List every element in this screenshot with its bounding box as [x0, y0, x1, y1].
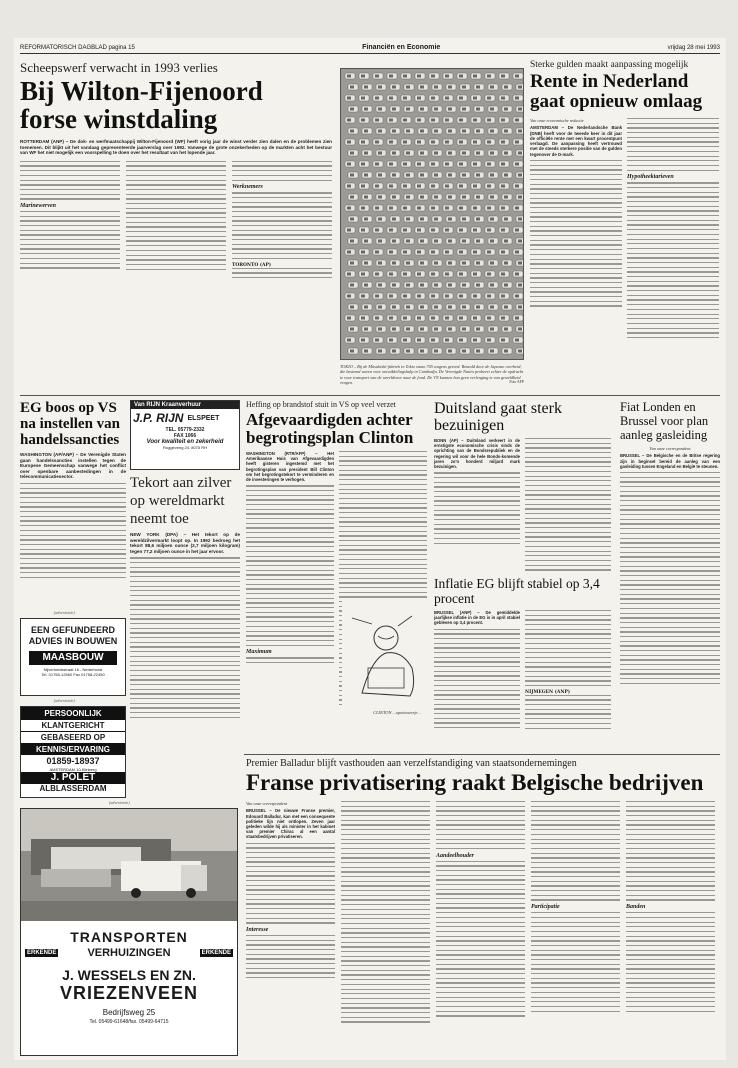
- vanrijn-addr: Roggeveng 24, 8075 RH: [162, 445, 208, 450]
- transport-label: TRANSPORTEN: [70, 929, 188, 945]
- erkende-left: ERKENDE: [27, 950, 57, 956]
- truck-photo: [21, 809, 238, 921]
- clinton-sub-maximum: Maximum: [246, 649, 272, 656]
- fiat-byline: Van onze correspondent: [649, 446, 691, 451]
- polet-city: ALBLASSERDAM: [39, 784, 107, 793]
- wilton-toronto: TORONTO (AP): [232, 262, 272, 268]
- polet-name: J. POLET: [21, 772, 125, 784]
- balladur-sub-participatie: Participatie: [531, 904, 560, 911]
- pers-line-1: PERSOONLIJK: [44, 709, 102, 718]
- article-tekort: [130, 474, 240, 790]
- pers-line-2: KLANTGERICHT: [21, 720, 125, 732]
- photo-tokio-cars: [340, 68, 524, 360]
- masthead-left: REFORMATORISCH DAGBLAD pagina 15: [20, 44, 135, 51]
- balladur-byline: Van onze correspondent: [246, 801, 288, 806]
- ad-wessels[interactable]: [20, 808, 238, 1056]
- balladur-sub-banden: Banden: [626, 904, 646, 911]
- article-balladur: [246, 758, 720, 1058]
- vanrijn-logo: J.P. RIJN: [133, 411, 184, 425]
- article-fiat: [620, 400, 720, 752]
- wilton-kicker: Scheepswerf verwacht in 1993 verlies: [20, 60, 218, 75]
- maasbouw-tagline: EEN GEFUNDEERD ADVIES IN BOUWEN: [28, 625, 118, 646]
- duitsland-lead: BONN (AP) – Duitsland verkeert in de ernstigste economische crisis sinds de oprichting van de Bondsrepubliek en de regering wil voor de hele Bonds-komende jaren zo'n honderd miljard mark bezuinigen.: [434, 438, 520, 470]
- masthead-date: vrijdag 28 mei 1993: [667, 44, 720, 51]
- adv-label-2: (advertentie): [54, 698, 75, 703]
- maasbouw-logo: MAASBOUW: [29, 651, 117, 665]
- balladur-kicker: Premier Balladur blijft vasthouden aan verzelfstandiging van staatsondernemingen: [246, 758, 577, 769]
- masthead: [20, 42, 720, 54]
- ad-vanrijn[interactable]: [130, 400, 240, 470]
- cartoon-caption: CLINTON ...opnieuwerje...: [373, 710, 421, 715]
- inflatie-lead: BRUSSEL (ANP) – De gemiddelde jaarlijkse inflatie in de EG is in april stabiel gebleven op 3,4 procent.: [434, 610, 520, 626]
- adv-label-1: (advertentie): [54, 610, 75, 615]
- eg-headline: EG boos op VS na instellen van handelssancties: [20, 400, 121, 448]
- inflatie-nijmegen: NIJMEGEN (ANP): [525, 689, 570, 695]
- wilton-headline: Bij Wilton-Fijenoord forse winstdaling: [20, 76, 263, 134]
- wilton-col3: [232, 161, 332, 181]
- fiat-lead: BRUSSEL – De Belgische en de Britse regering zijn in beginsel bereid de aanleg van een gasleiding tussen Engeland en België te steunen.: [620, 453, 720, 469]
- adv-label-3: (advertentie): [109, 800, 130, 805]
- rente-lead: AMSTERDAM – De Nederlandsche Bank (DNB) heeft voor de tweede keer in dit jaar de officiële rente met een kwart procentpunt verlaagd. De aanpassing heeft vertrouwd met de steeds sterkere positie van de gulden tegenover de D-mark.: [530, 125, 622, 157]
- vanrijn-slogan: Voor kwaliteit en zekerheid: [146, 439, 224, 445]
- balladur-lead: BRUSSEL – De nieuwe Franse premier, Edouard Balladur, kan met een consequente politieke lijn niet ontlopen. Zeven jaar geleden wilde hij als minister in het kabinet van premier Chirac al een aantal staatsbedrijven privatiseren.: [246, 808, 335, 840]
- pers-line-3: GEBASEERD OP: [21, 732, 125, 744]
- wessels-tel: Tel. 05499-61648/fax. 05499-64715: [89, 1019, 169, 1025]
- fiat-headline: Fiat Londen en Brussel voor plan aanleg gasleiding: [620, 400, 709, 442]
- wilton-sub-werknemers: Werknemers: [232, 184, 263, 191]
- clinton-lead: WASHINGTON (RTR/AFP) – Het Amerikaanse Huis van Afgevaardigden heeft gisteren ingestemd met het begrotingsplan van president Bill Clinton om het begrotingstekort te verminderen en de investeringen te verhogen.: [246, 451, 334, 483]
- verhuizingen-label: VERHUIZINGEN: [87, 947, 171, 959]
- masthead-section: Financiën en Economie: [362, 44, 441, 51]
- maasbouw-tel: Tel. 01758-12560 Fax 01758-22450: [41, 672, 105, 677]
- polet-tel: 01859-18937: [46, 756, 100, 766]
- wessels-place: VRIEZENVEEN: [59, 983, 199, 1003]
- cartoon-drawing: [342, 598, 430, 708]
- article-wilton: [20, 60, 334, 390]
- inflatie-headline: Inflatie EG blijft stabiel op 3,4 procent: [434, 576, 600, 606]
- ad-polet[interactable]: [20, 706, 126, 798]
- rente-sub-hypotheek: Hypotheektarieven: [627, 174, 674, 181]
- balladur-sub-aandeelhouder: Aandeelhouder: [436, 852, 475, 859]
- rente-kicker: Sterke gulden maakt aanpassing mogelijk: [530, 60, 689, 70]
- wilton-lead: ROTTERDAM (ANP) – De dok- en werfmaatschappij Wilton-Fijenoord (WF) heeft vorig jaar de winst verder zien dalen en de problemen zien toenemen. Dit blijkt uit het vandaag gepresenteerde jaarverslag over 1992. Vanwege de grote onzekerheden op de markten acht het bestuur van WF het niet mogelijk een voorspelling te doen over het resultaat van het lopende jaar.: [20, 139, 332, 156]
- balladur-headline: Franse privatisering raakt Belgische bedrijven: [246, 770, 704, 795]
- wilton-col2: [126, 161, 226, 270]
- wessels-name: J. WESSELS EN ZN.: [62, 967, 196, 983]
- article-rente: [530, 60, 720, 400]
- cars-lot-image: [341, 69, 524, 360]
- clinton-cartoon: [342, 598, 430, 708]
- wilton-col1: [20, 161, 120, 200]
- article-inflatie: [434, 576, 614, 752]
- article-duitsland: [434, 400, 614, 572]
- tekort-lead: NEW YORK (DPA) – Het tekort op de wereldzilvermarkt loopt op. In 1992 bedroeg het tekort 88,6 miljoen ounce (2,7 miljoen kilogram) tegen 77,2 miljoen ounce in het jaar ervoor.: [130, 532, 240, 554]
- ad-maasbouw[interactable]: [20, 618, 126, 696]
- erkende-right: ERKENDE: [201, 950, 231, 956]
- duitsland-headline: Duitsland gaat sterk bezuinigen: [434, 400, 562, 434]
- article-eg: [20, 400, 126, 610]
- rente-byline: Van onze economische redactie: [530, 118, 584, 123]
- clinton-headline: Afgevaardigden achter begrotingsplan Clinton: [246, 410, 414, 447]
- balladur-sub-interesse: Interesse: [246, 926, 269, 933]
- tekort-headline: Tekort aan zilver op wereldmarkt neemt toe: [130, 475, 232, 527]
- vanrijn-tel: TEL. 05779-2332: [165, 427, 205, 433]
- eg-lead: WASHINGTON (AP/ANP) – De Verenigde Staten gaan handelssancties instellen tegen de Europese Gemeenschap vanwege het conflict over openbare aanbestedingen in de telecommunicatiesector.: [20, 452, 126, 480]
- vanrijn-fax: FAX 1066: [173, 433, 197, 439]
- newspaper-page: [14, 38, 726, 1060]
- rente-headline: Rente in Nederland gaat opnieuw omlaag: [530, 71, 703, 112]
- wilton-sub-marine: Marinewerven: [20, 202, 56, 209]
- clinton-kicker: Heffing op brandstof stuit in VS op veel verzet: [246, 400, 396, 409]
- wessels-addr: Bedrijfsweg 25: [102, 1008, 156, 1017]
- pers-line-4: KENNIS/ERVARING: [21, 744, 125, 755]
- polet-place: AMSTERDAM 10-Kilnberg: [49, 767, 97, 772]
- maasbouw-addr: Nijverheidsstraat 16 - Nederhorst: [43, 667, 103, 672]
- photo-caption: TOKIO – Bij de Mitsubishi-fabriek in Tokio staan 705 wagens gereed. Betaald door de Japanse overheid, die bestemd waren voor ontwikkelingshulp in Cambodja. De Verenigde Naties probeert echter de opdracht te voor transport van de wereldvoor naar de fond. De VN kunnen hun geen verlenging te van gesteldheid vragen. Foto AFP: [340, 364, 524, 385]
- vanrijn-place: ELSPEET: [187, 414, 220, 422]
- vanrijn-name: Van RIJN Kraanverhuur: [131, 401, 239, 409]
